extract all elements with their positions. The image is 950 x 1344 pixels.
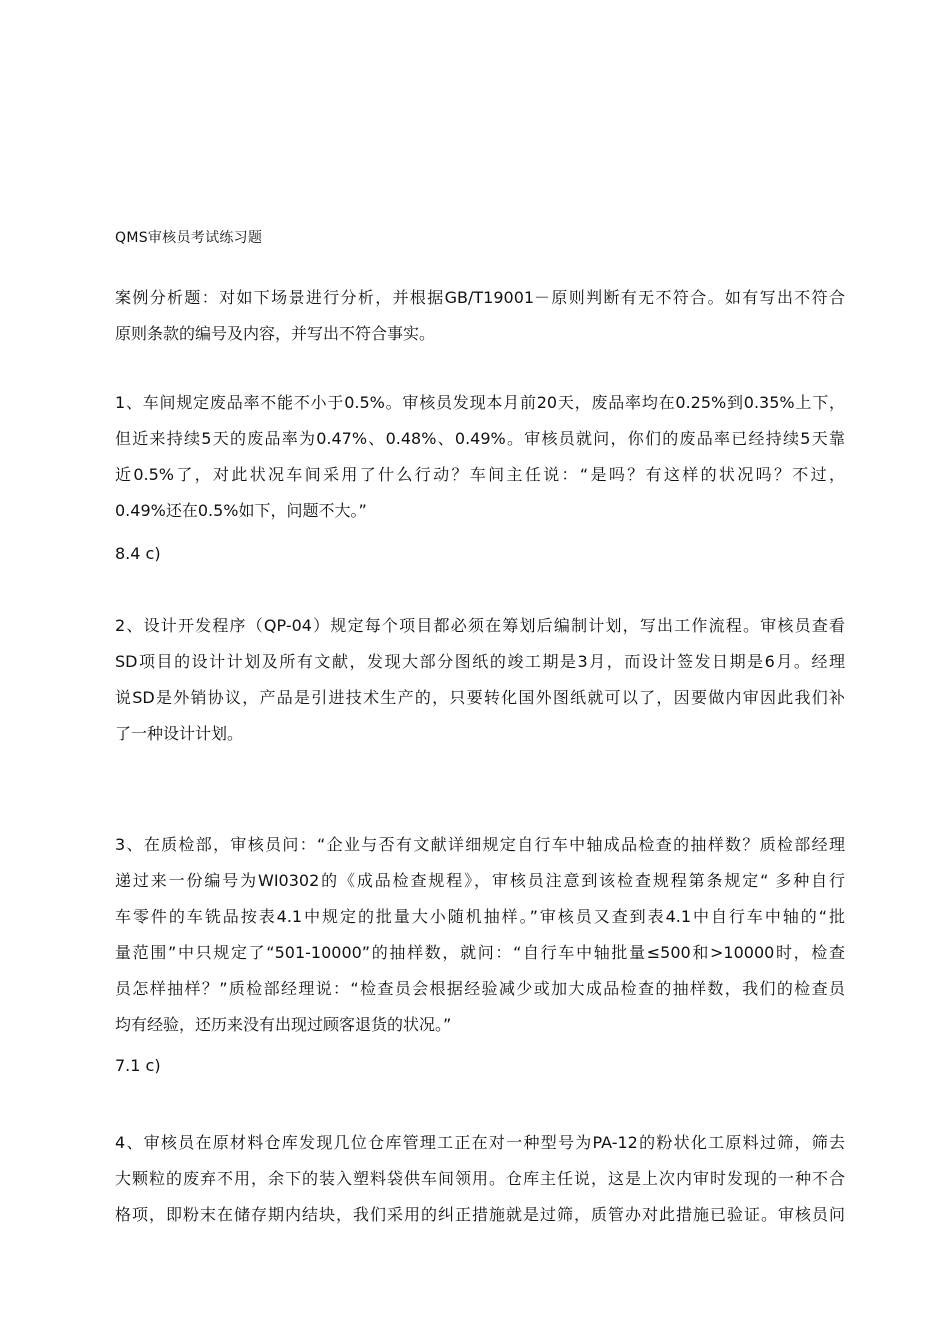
text-line: 格项，即粉末在储存期内结块，我们采用的纠正措施就是过筛，质管办对此措施已验证。审核员问 [115,1205,845,1224]
text-line: 4、审核员在原材料仓库发现几位仓库管理工正在对一种型号为PA-12的粉状化工原料过筛，筛去 [115,1133,845,1152]
text-line: 0.49%还在0.5%如下，问题不大。” [115,501,367,520]
text-line: 量范围”中只规定了“501-10000”的抽样数，就问：“自行车中轴批量≤500和>10000时，检查 [115,943,845,962]
text-line: 说SD是外销协议，产品是引进技术生产的，只要转化国外图纸就可以了，因要做内审因此我们补 [115,688,845,707]
case-1-clause: 8.4 c) [115,544,161,563]
text-line: 员怎样抽样？”质检部经理说：“检查员会根据经验减少或加大成品检查的抽样数，我们的检查员 [115,979,845,998]
text-line: 了一种设计计划。 [115,724,244,743]
text-line: 3、在质检部，审核员问：“企业与否有文献详细规定自行车中轴成品检查的抽样数？质检部经理 [115,835,845,854]
text-line: 2、设计开发程序（QP-04）规定每个项目都必须在筹划后编制计划，写出工作流程。审核员查看 [115,616,845,635]
text-line: 均有经验，还历来没有出现过顾客退货的状况。” [115,1015,452,1034]
text-line: 案例分析题：对如下场景进行分析，并根据GB/T19001－原则判断有无不符合。如有写出不符合 [115,288,845,307]
case-1-paragraph [115,385,845,529]
intro-paragraph [115,280,845,352]
text-line: 递过来一份编号为WI0302的《成品检查规程》，审核员注意到该检查规程第条规定“ 多种自行 [115,871,845,890]
text-line: 1、车间规定废品率不能不小于0.5%。审核员发现本月前20天，废品率均在0.25%到0.35%上下， [115,393,845,412]
text-line: 大颗粒的废弃不用，余下的装入塑料袋供车间领用。仓库主任说，这是上次内审时发现的一种不合 [115,1169,845,1188]
text-line: SD项目的设计计划及所有文献，发现大部分图纸的竣工期是3月，而设计签发日期是6月。经理 [115,652,845,671]
text-line: 但近来持续5天的废品率为0.47%、0.48%、0.49%。审核员就问，你们的废品率已经持续5天靠 [115,429,845,448]
case-2-paragraph [115,608,845,752]
text-line: 近0.5%了，对此状况车间采用了什么行动？车间主任说：“是吗？有这样的状况吗？不过， [115,465,845,484]
case-3-paragraph [115,827,845,1043]
document-title: QMS审核员考试练习题 [115,230,263,246]
case-4-paragraph [115,1125,845,1233]
text-line: 车零件的车铣品按表4.1中规定的批量大小随机抽样。”审核员又查到表4.1中自行车中轴的“批 [115,907,845,926]
case-3-clause: 7.1 c) [115,1056,161,1075]
text-line: 原则条款的编号及内容，并写出不符合事实。 [115,324,436,343]
